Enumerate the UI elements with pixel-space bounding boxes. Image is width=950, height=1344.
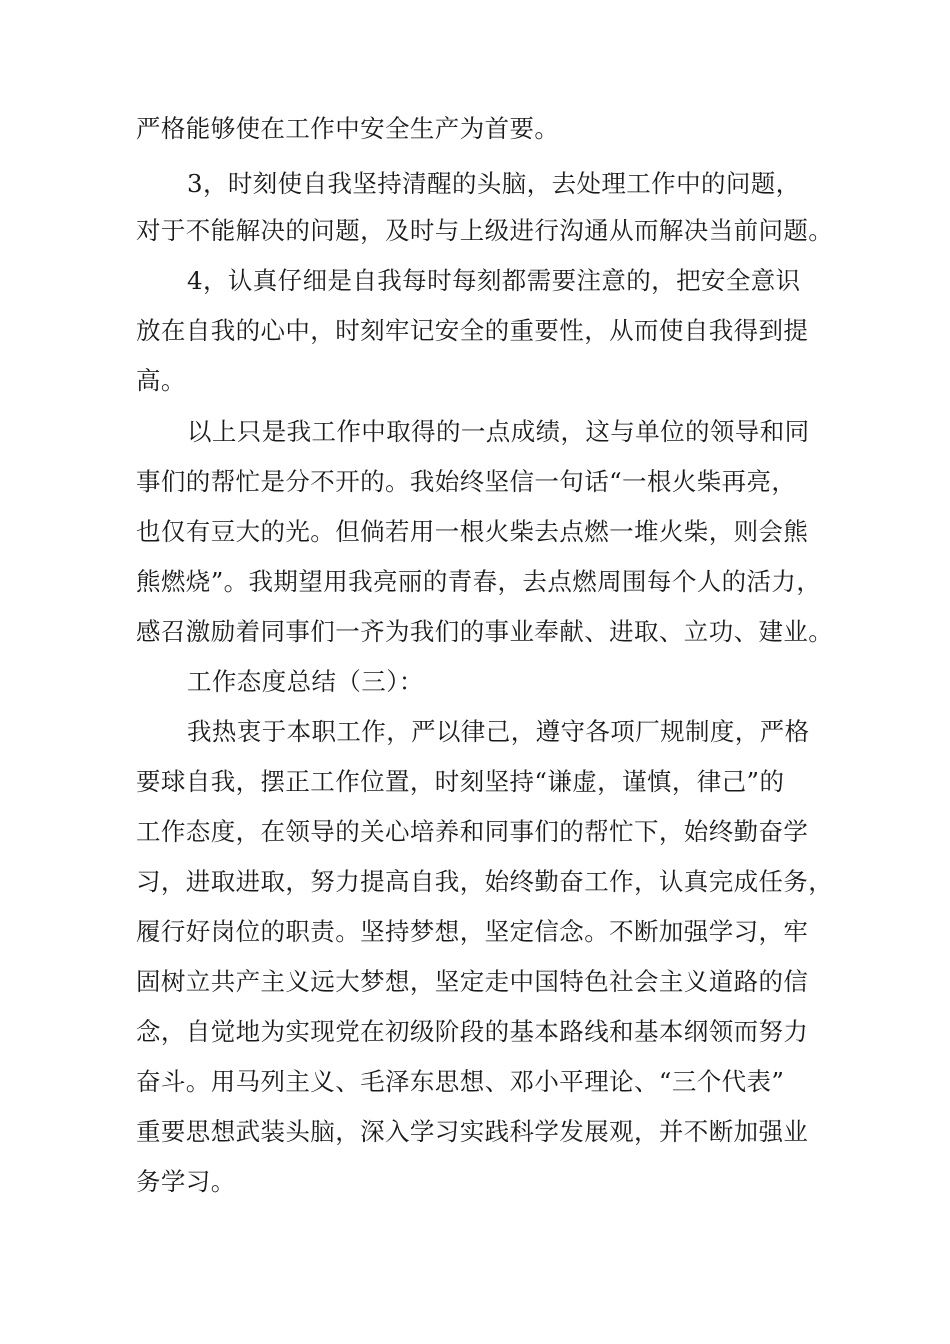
text-line: 高。 (136, 366, 186, 395)
text-line: 3，时刻使自我坚持清醒的头脑，去处理工作中的问题， (187, 169, 801, 198)
text-line: 念，自觉地为实现党在初级阶段的基本路线和基本纲领而努力 (136, 1017, 809, 1046)
text-line: 务学习。 (136, 1167, 236, 1196)
text-line: 我热衷于本职工作，严以律己，遵守各项厂规制度，严格 (187, 717, 810, 746)
text-line: 严格能够使在工作中安全生产为首要。 (136, 114, 560, 143)
text-line: 放在自我的心中，时刻牢记安全的重要性，从而使自我得到提 (136, 316, 809, 345)
text-line: 工作态度，在领导的关心培养和同事们的帮忙下，始终勤奋学 (136, 817, 809, 846)
text-line: 熊燃烧”。我期望用我亮丽的青春，去点燃周围每个人的活力， (136, 567, 822, 596)
section-heading: 工作态度总结（三）： (187, 667, 424, 696)
text-line: 也仅有豆大的光。但倘若用一根火柴去点燃一堆火柴，则会熊 (136, 517, 809, 546)
text-line: 奋斗。用马列主义、毛泽东思想、邓小平理论、“三个代表” (136, 1067, 785, 1096)
text-line: 要球自我，摆正工作位置，时刻坚持“谦虚，谨慎，律己”的 (136, 767, 785, 796)
text-line: 感召激励着同事们一齐为我们的事业奉献、进取、立功、建业。 (136, 617, 834, 646)
text-line: 习，进取进取，努力提高自我，始终勤奋工作，认真完成任务， (136, 867, 834, 896)
text-line: 事们的帮忙是分不开的。我始终坚信一句话“一根火柴再亮， (136, 467, 797, 496)
text-line: 履行好岗位的职责。坚持梦想，坚定信念。不断加强学习，牢 (136, 917, 809, 946)
text-line: 对于不能解决的问题，及时与上级进行沟通从而解决当前问题。 (136, 216, 834, 245)
text-line: 以上只是我工作中取得的一点成绩，这与单位的领导和同 (187, 417, 810, 446)
text-line: 固树立共产主义远大梦想，坚定走中国特色社会主义道路的信 (136, 967, 809, 996)
text-line: 4，认真仔细是自我每时每刻都需要注意的，把安全意识 (187, 266, 801, 295)
text-line: 重要思想武装头脑，深入学习实践科学发展观，并不断加强业 (136, 1117, 809, 1146)
